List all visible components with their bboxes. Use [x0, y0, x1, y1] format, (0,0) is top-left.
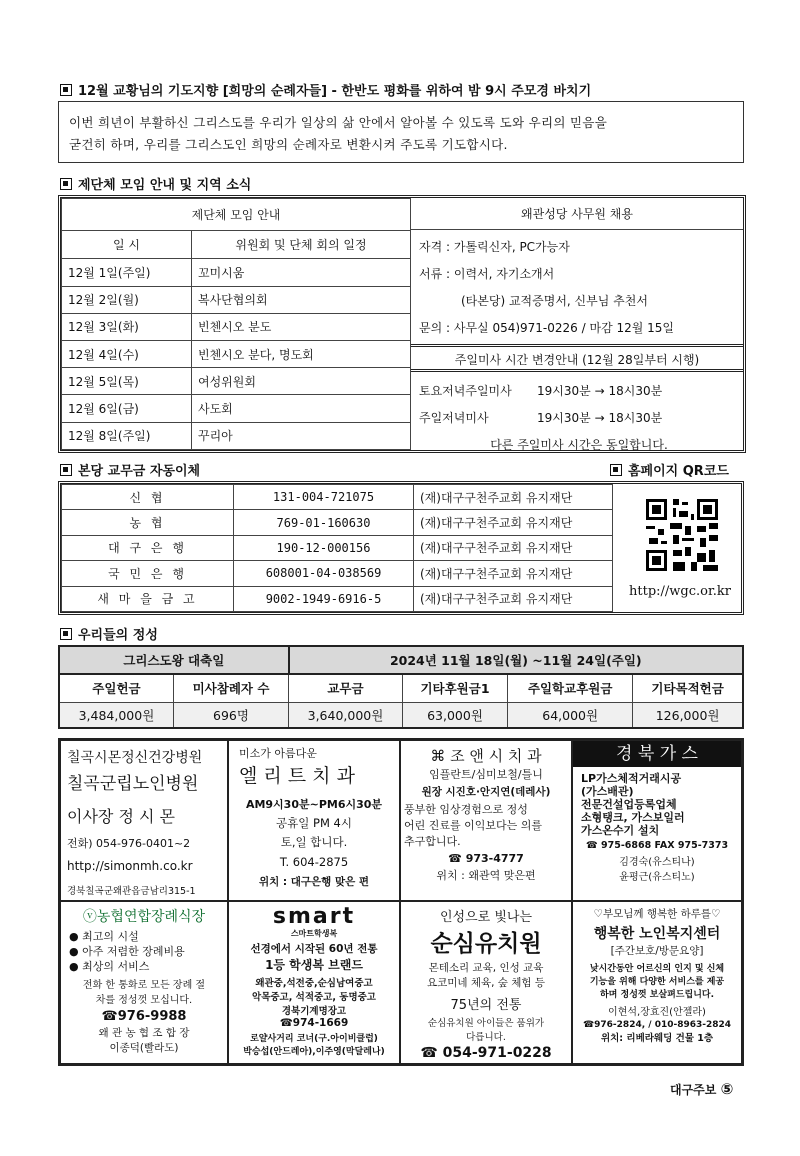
job-header: 왜관성당 사무원 채용	[411, 198, 743, 230]
ad-joan-dental: ⌘ 조 앤 시 치 과 임플란트/심미보철/틀니 원장 시진호·안지연(데레사) 풍부한 임상경험으로 정성 어린 진료를 이익보다는 의를 추구합니다. ☎ 973-4777 위치 : 왜관역 맞은편	[400, 740, 572, 901]
bank-row: 새 마 을 금 고 9002-1949-6916-5 (재)대구구천주교회 유지재단	[62, 586, 613, 611]
mass-row: 주일저녁미사 19시30분 → 18시30분	[419, 411, 663, 425]
section-offering-title: 우리들의 정성	[60, 624, 158, 643]
ad-elite-dental: 미소가 아름다운 엘 리 트 치 과 AM9시30분~PM6시30분 공휴일 PM 4시 토,일 합니다. T. 604-2875 위치 : 대구은행 맞은 편	[228, 740, 400, 901]
arrow-right-icon: →	[594, 411, 605, 425]
square-bullet-icon	[60, 84, 72, 96]
prayer-box	[58, 101, 744, 163]
autopay-frame	[58, 481, 744, 615]
square-bullet-icon	[60, 178, 72, 190]
section-autopay-title: 본당 교무금 자동이체	[60, 460, 200, 479]
prayer-text-line2: 굳건히 하며, 우리를 그리스도인 희망의 순례자로 변환시켜 주도록 기도합시다.	[69, 137, 508, 152]
feast-name: 그리스도왕 대축일	[59, 646, 289, 674]
ad-smart-uniform: smart 스마트학생복 선경에서 시작된 60년 전통 1등 학생복 브랜드 왜관중,석전중,순심남여중고 악목중고, 석적중고, 동명중고 경북기계명장고 ☎974-1669 로얄사거리 코너(구.아이비클럽) 박승섭(안드레아),이주영(막달레나)	[228, 901, 400, 1064]
col-date-header: 일 시	[62, 231, 192, 259]
mass-note: 다른 주일미사 시간은 동일합니다.	[490, 438, 668, 452]
page-number: ⑤	[720, 1080, 734, 1098]
ad-gyeongbuk-gas: 경 북 가 스 LP가스체적거래시공 (가스배관) 전문건설업등록업체 소형탱크, 가스보일러 가스온수기 설치 ☎ 975-6868 FAX 975-7373 김경숙(유스티나) 윤평근(유스티노)	[572, 740, 742, 901]
square-bullet-icon	[60, 464, 72, 476]
job-details: 자격 : 가톨릭신자, PC가능자 서류 : 이력서, 자기소개서 (타본당) 교적증명서, 신부님 추천서 문의 : 사무실 054)971-0226 / 마감 12월 15일	[419, 240, 675, 335]
ad-simon-hospital: 칠곡시몬정신건강병원 칠곡군립노인병원 이사장 정 시 몬 전화) 054-976-0401~2 http://simonmh.co.kr 경북칠곡군왜관읍금남리315-1	[60, 740, 228, 901]
mass-row: 토요저녁주일미사 19시30분 → 18시30분	[419, 384, 663, 398]
col-event-header: 위원회 및 단체 회의 일정	[192, 231, 411, 259]
mass-times	[419, 378, 739, 459]
bullet-icon: ●	[69, 960, 83, 973]
homepage-link[interactable]: http://wgc.or.kr	[629, 584, 731, 599]
section-prayer-title: 12월 교황님의 기도지향 [희망의 순례자들] - 한반도 평화를 위하여 밤 9시 주모경 바치기	[60, 80, 591, 99]
ad-happy-senior-center: ♡부모님께 행복한 하루를♡ 행복한 노인복지센터 [주간보호/방문요양] 낮시간동안 어르신의 인지 및 신체 기능을 위해 다양한 서비스를 제공 하며 정성껏 보살펴드립니다. 이현석,장효진(안젤라) ☎976-2824, / 010-8963-2824 위치: 리베라웨딩 건물 1층	[572, 901, 742, 1064]
schedule-row: 12월 6일(금) 사도회	[62, 395, 411, 422]
offering-table: 그리스도왕 대축일 2024년 11월 18일(월) ~11월 24일(주일) 주일헌금 미사참례자 수 교무금 기타후원금1 주일학교후원금 기타목적헌금 3,484,000원 696명 3,640,000원 63,000원 64,000원 126,000원	[58, 645, 744, 729]
notice-panel	[411, 198, 743, 450]
section-groups-title: 제단체 모임 안내 및 지역 소식	[60, 174, 251, 193]
schedule-header: 제단체 모임 안내	[62, 199, 411, 231]
qr-title: 홈페이지 QR코드	[610, 460, 729, 479]
arrow-right-icon: →	[594, 384, 605, 398]
square-bullet-icon	[610, 464, 622, 476]
schedule-table	[61, 198, 411, 450]
bullet-icon: ●	[69, 945, 83, 958]
schedule-row: 12월 8일(주일) 꾸리아	[62, 422, 411, 449]
qr-code-icon[interactable]	[643, 496, 721, 574]
ad-sunsim-kindergarten: 인성으로 빛나는 순심유치원 몬테소리 교육, 인성 교육 요코미네 체육, 숲 체험 등 75년의 전통 순심유치원 아이들은 품위가 다릅니다. ☎ 054-971-0228	[400, 901, 572, 1064]
square-bullet-icon	[60, 628, 72, 640]
bullet-icon: ●	[69, 930, 83, 943]
bank-row: 대 구 은 행 190-12-000156 (재)대구구천주교회 유지재단	[62, 535, 613, 560]
groups-frame	[58, 195, 746, 453]
bank-row: 농 협 769-01-160630 (재)대구구천주교회 유지재단	[62, 510, 613, 535]
offering-values-row: 3,484,000원 696명 3,640,000원 63,000원 64,000원 126,000원	[59, 702, 743, 728]
schedule-row: 12월 4일(수) 빈첸시오 분다, 명도회	[62, 341, 411, 368]
bank-table	[61, 484, 613, 612]
schedule-row: 12월 3일(화) 빈첸시오 분도	[62, 313, 411, 340]
ad-nonghyup-funeral: ⓥ농협연합장례식장 ● 최고의 시설 ● 아주 저렴한 장례비용 ● 최상의 서비스 전화 한 통화로 모든 장례 절 차를 정성껏 모십니다. ☎976-9988 왜 관 농 협 조 합 장 이종덕(빨라도)	[60, 901, 228, 1064]
bank-row: 국 민 은 행 608001-04-038569 (재)대구구천주교회 유지재단	[62, 561, 613, 586]
mass-change-header: 주일미사 시간 변경안내 (12월 28일부터 시행)	[411, 344, 743, 372]
nonghyup-logo-icon: ⓥ	[82, 909, 97, 925]
tooth-icon: ⌘	[430, 747, 451, 765]
schedule-row: 12월 1일(주일) 꼬미시움	[62, 259, 411, 286]
bank-row: 신 협 131-004-721075 (재)대구구천주교회 유지재단	[62, 485, 613, 510]
smart-logo: smart	[272, 906, 356, 928]
offering-period: 2024년 11월 18일(월) ~11월 24일(주일)	[289, 646, 743, 674]
prayer-text-line1: 이번 희년이 부활하신 그리스도를 우리가 일상의 삶 안에서 알아볼 수 있도록 도와 우리의 믿음을	[69, 115, 608, 130]
schedule-row: 12월 2일(월) 복사단협의회	[62, 286, 411, 313]
page-footer: 대구주보 ⑤	[670, 1080, 734, 1098]
schedule-row: 12월 5일(목) 여성위원회	[62, 368, 411, 395]
